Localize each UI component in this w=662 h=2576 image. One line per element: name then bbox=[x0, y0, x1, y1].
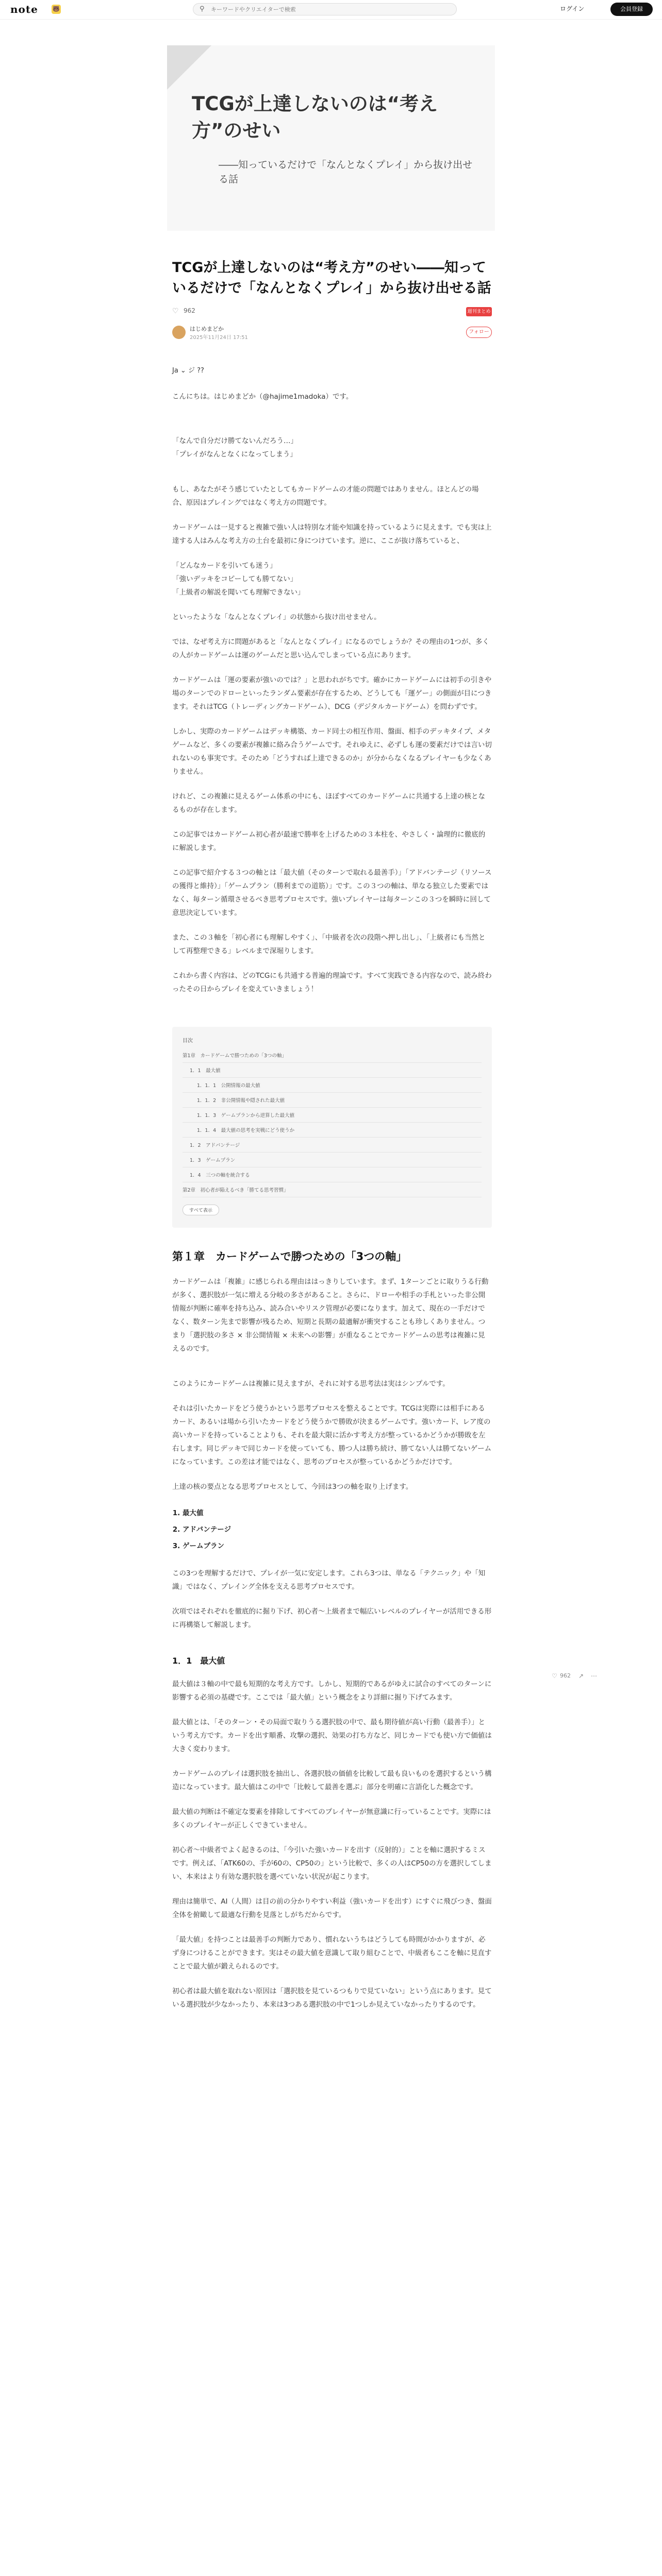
paragraph: 「最大値」を持つことは最善手の判断力であり、慣れないうちはどうしても時間がかかりますが、必ず身につけることができます。実はその最大値を意識して取り組むことで、中級者もここを軸に見直すことで最大値が鍛えられるのです。 bbox=[172, 1936, 492, 1971]
toc-item[interactable]: 1．1 最大値 bbox=[183, 1063, 482, 1078]
follow-button[interactable]: フォロー bbox=[466, 327, 492, 338]
paragraph: こんにちは。はじめまどか（@hajime1madoka）です。 bbox=[172, 393, 353, 401]
toc-item[interactable]: 1．2 アドバンテージ bbox=[183, 1138, 482, 1153]
note-logo[interactable]: note bbox=[10, 3, 38, 15]
chapter-heading: 第１章 カードゲームで勝つための「3つの軸」 bbox=[172, 1250, 407, 1263]
article-body bbox=[172, 258, 492, 2023]
show-all-button[interactable]: すべて表示 bbox=[183, 1205, 219, 1215]
toc-heading[interactable]: 目次 bbox=[183, 1038, 193, 1044]
toc-item[interactable]: 第2章 初心者が陥えるべき「勝てる思考習慣」 bbox=[183, 1182, 482, 1197]
paragraph: 理由は簡単で、AI（人間）は目の前の分かりやすい利益（強いカードを出す）にすぐに飛びつき、盤面全体を俯瞰して最適な行動を見落としがちだからです。 bbox=[172, 1897, 492, 1919]
publish-date: 2025年11月24日 17:51 bbox=[190, 335, 248, 341]
search-box[interactable] bbox=[193, 3, 457, 15]
paragraph: 最大値は３軸の中で最も短期的な考え方です。しかし、短期的であるがゆえに試合のすべてのターンに影響する必須の基礎です。ここでは「最大値」という概念をより詳細に掘り下げてみます。 bbox=[172, 1680, 492, 1702]
paragraph: では、なぜ考え方に問題があると「なんとなくプレイ」になるのでしょうか？その理由の1つが、多くの人がカードゲームは運のゲームだと思い込んでしまっている点にあります。 bbox=[172, 638, 489, 659]
paragraph: 初心者は最大値を取れない原因は「選択肢を見ているつもりで見ていない」という点にあります。見ている選択肢が少なかったり、本来は3つある選択肢の中で1つしか見えていなかったりするのです。 bbox=[172, 1987, 492, 2009]
toc-item[interactable]: 1．4 三つの軸を統合する bbox=[183, 1167, 482, 1182]
paragraph: また、この３軸を「初心者にも理解しやすく」、「中級者を次の段階へ押し出し」、「上級者にも当然として再整理できる」レベルまで深堀りします。 bbox=[172, 934, 486, 955]
toc-item[interactable]: 1．1．2 非公開情報や隠された最大値 bbox=[183, 1093, 482, 1108]
bear-icon: 🐻 bbox=[52, 5, 61, 14]
heart-icon[interactable]: ♡ bbox=[172, 307, 179, 315]
search-icon: ⚲ bbox=[200, 5, 205, 13]
paragraph: カードゲームのプレイは選択肢を抽出し、各選択肢の価値を比較して最も良いものを選択するという構造になっています。最大値はこの中で「比較して最善を選ぶ」部分を明確に言語化した概念です。 bbox=[172, 1770, 492, 1791]
paragraph: しかし、実際のカードゲームはデッキ構築、カード同士の相互作用、盤面、相手のデッキタイプ、メタゲームなど、多くの要素が複雑に絡み合うゲームです。それゆえに、必ずしも運の要素だけでは言い切れないのも事実です。そのため「どうすれば上達できるのか」が分からなくなるプレイヤーも少なくありません。 bbox=[172, 727, 492, 776]
paragraph: カードゲームは「複雑」に感じられる理由ははっきりしています。まず、1ターンごとに取りうる行動が多く、選択肢が一気に増える分岐の多さがあること。さらに、ドローや相手の手札といった非公開情報が判断に確率を持ち込み、読み合いやリスク管理が必要になります。加えて、現在の一手だけでなく、数ターン先まで影響が残るため、短期と長期の最適解が衝突することも珍しくありません。つまり「選択肢の多さ × 非公開情報 × 未来への影響」が重なることでカードゲームの思考は複雑に見えるのです。 bbox=[172, 1278, 489, 1353]
floating-actions bbox=[552, 1672, 614, 1683]
like-count: 962 bbox=[184, 307, 195, 314]
paragraph: それは引いたカードをどう使うかという思考プロセスを整えることです。TCGは実際には相手にあるカード、あるいは場から引いたカードをどう使うかで勝敗が決まるゲームです。強いカード、レア度の高いカードを持っていることよりも、それを最大限に活かす考え方が整っているかどうかが勝敗を左右します。同じデッキで同じカードを使っていても、勝つ人は勝ち続け、勝てない人は勝てないゲームになっています。この差は才能ではなく、思考のプロセスが整っているかどうかだけです。 bbox=[172, 1404, 492, 1466]
paragraph: 最大値とは、「そのターン・その局面で取りうる選択肢の中で、最も期待値が高い行動（最善手）」という考え方です。カードを出す順番、攻撃の選択、効果の打ち方など、同じカードでも使い方で価値は大きく変わります。 bbox=[172, 1718, 492, 1753]
more-icon[interactable]: ⋯ bbox=[591, 1672, 597, 1680]
paragraph: 最大値の判断は不確定な要素を排除してすべてのプレイヤーが無意識に行っていることです。実際には多くのプレイヤーが正しくできていません。 bbox=[172, 1808, 491, 1829]
toc-item[interactable]: 1．1．1 公開情報の最大値 bbox=[183, 1078, 482, 1093]
hero-title: TCGが上達しないのは“考え方”のせい bbox=[192, 93, 438, 142]
list-item: 1. 最大値 bbox=[183, 1505, 492, 1521]
author-avatar[interactable] bbox=[172, 326, 186, 339]
paragraph: これから書く内容は、どのTCGにも共通する普遍的理論です。すべて実践できる内容なので、読み終わったその日からプレイを変えていきましょう！ bbox=[172, 972, 492, 993]
paragraph: けれど、この複雑に見えるゲーム体系の中にも、ほぼすべてのカードゲームに共通する上達の核となるものが存在します。 bbox=[172, 792, 485, 814]
paragraph: このようにカードゲームは複雑に見えますが、それに対する思考法は実はシンプルです。 bbox=[172, 1380, 450, 1388]
list-item: 3. ゲームプラン bbox=[183, 1538, 492, 1554]
toc-item[interactable]: 1．1．4 最大値の思考を実戦にどう使うか bbox=[183, 1123, 482, 1138]
toc-item[interactable]: 第1章 カードゲームで勝つための「3つの軸」 bbox=[183, 1048, 482, 1063]
author-name[interactable]: はじめまどか bbox=[190, 326, 224, 332]
paragraph: この記事で紹介する３つの軸とは「最大値（そのターンで取れる最善手）」「アドバンテージ（リソースの獲得と維持）」「ゲームプラン（勝利までの道筋）」です。この３つの軸は、単なる独立した要素ではなく、毎ターン循環させるべき思考プロセスです。強いプレイヤーは毎ターンこの３つを瞬時に回して意思決定しています。 bbox=[172, 869, 492, 917]
paragraph: 「どんなカードを引いても迷う」 「強いデッキをコピーしても勝てない」 「上級者の解説を聞いても理解できない」 bbox=[172, 562, 305, 597]
paragraph: 上達の核の要点となる思考プロセスとして、今回は3つの軸を取り上げます。 bbox=[172, 1483, 413, 1491]
section-heading: 1．1 最大値 bbox=[172, 1656, 225, 1666]
paragraph: カードゲームは「運の要素が強いのでは？」と思われがちです。確かにカードゲームには初手の引きや場のターンでのドローといったランダム要素が存在するため、どうしても「運ゲー」の側面が目につきます。それはTCG（トレーディングカードゲーム）、DCG（デジタルカードゲーム）を問わずです。 bbox=[172, 676, 492, 711]
list-item: 2. アドバンテージ bbox=[183, 1521, 492, 1538]
paragraph: といったような「なんとなくプレイ」の状態から抜け出せません。 bbox=[172, 613, 381, 621]
paragraph: 次項ではそれぞれを徹底的に掘り下げ、初心者〜上級者まで幅広いレベルのプレイヤーが活用できる形に再構築して解説します。 bbox=[172, 1607, 492, 1629]
weekly-badge[interactable]: 週刊まとめ bbox=[466, 307, 492, 316]
heart-icon[interactable]: ♡ bbox=[552, 1672, 557, 1680]
hero-subtitle: ――知っているだけで「なんとなくプレイ」から抜け出せる話 bbox=[219, 159, 473, 185]
paragraph: カードゲームは一見すると複雑で強い人は特別な才能や知識を持っているように見えます。でも実は上達する人はみんな考え方の土台を最初に身につけています。逆に、ここが抜け落ちていると、 bbox=[172, 523, 492, 545]
search-input[interactable] bbox=[210, 5, 452, 14]
paragraph: この記事ではカードゲーム初心者が最速で勝率を上げるための３本柱を、やさしく・論理的に徹底的に解説します。 bbox=[172, 831, 486, 852]
article-meta bbox=[172, 305, 492, 346]
toc-item[interactable]: 1．1．3 ゲームプランから逆算した最大値 bbox=[183, 1108, 482, 1123]
top-bar bbox=[0, 0, 662, 20]
axes-list bbox=[172, 1505, 492, 1554]
register-button[interactable]: 会員登録 bbox=[610, 3, 653, 16]
language-selector[interactable]: Ja ⌄ ジ ?? bbox=[172, 367, 204, 375]
toc-item[interactable]: 1．3 ゲームプラン bbox=[183, 1153, 482, 1167]
hero-corner-decoration bbox=[167, 45, 211, 90]
share-icon[interactable]: ↗ bbox=[578, 1672, 584, 1680]
paragraph: 初心者〜中級者でよく起きるのは、「今引いた強いカードを出す（反射的）」ことを軸に選択するミスです。例えば、「ATK60の、手が60の、CP50の」という比較で、多くの人はCP50の方を選択してしまい、本来はより有効な選択肢を選べていない状況が起こります。 bbox=[172, 1846, 492, 1881]
table-of-contents bbox=[172, 1027, 492, 1228]
login-link[interactable]: ログイン bbox=[560, 5, 585, 12]
like-count: 962 bbox=[560, 1672, 571, 1679]
paragraph: この3つを理解するだけで、プレイが一気に安定します。これら3つは、単なる「テクニック」や「知識」ではなく、プレイング全体を支える思考プロセスです。 bbox=[172, 1569, 486, 1591]
article-title: TCGが上達しないのは“考え方”のせい――知っているだけで「なんとなくプレイ」から抜け出せる話 bbox=[172, 260, 491, 296]
paragraph: 「なんで自分だけ勝てないんだろう…」 「プレイがなんとなくになってしまう」 bbox=[172, 437, 297, 459]
paragraph: もし、あなたがそう感じていたとしてもカードゲームの才能の問題ではありません。ほとんどの場合、原因はプレイングではなく考え方の問題です。 bbox=[172, 485, 479, 507]
hero-image bbox=[167, 45, 495, 231]
